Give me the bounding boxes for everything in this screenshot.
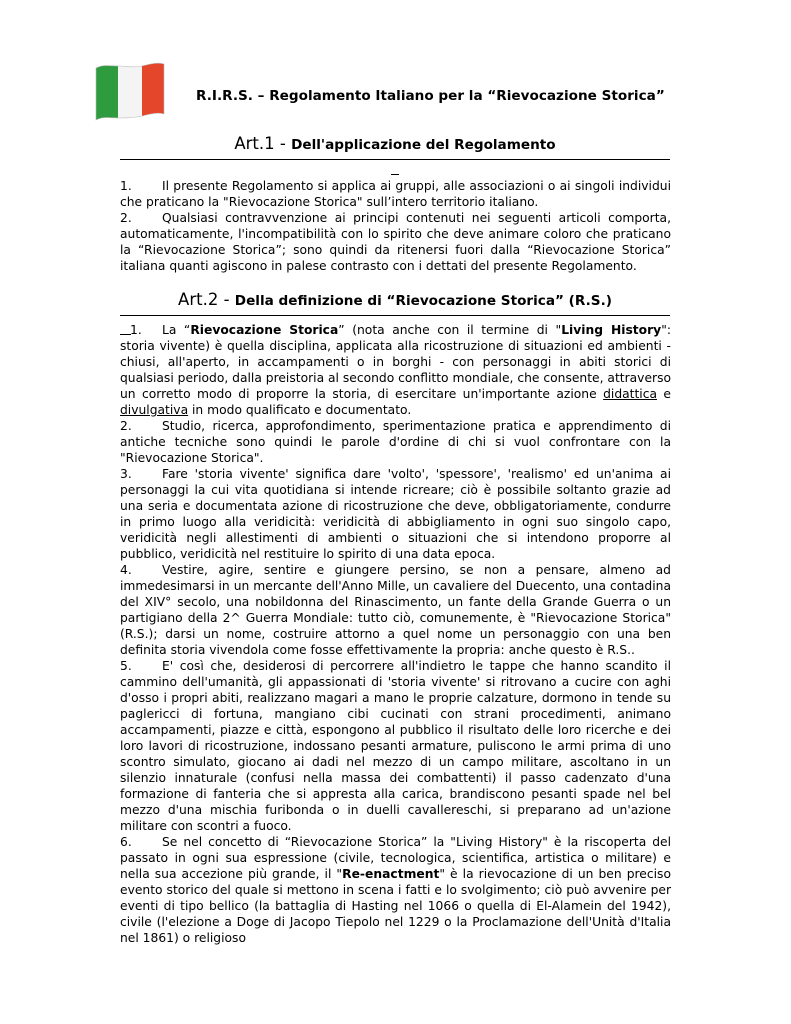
art2-paragraph-1: 1. La “Rievocazione Storica” (nota anche con il termine di "Living History": storia vivente) è quella disciplina, applicata alla ricostruzione di situazioni ed ambienti - chiusi, all'aperto, in accampamenti o in borghi - con personaggi in abiti storici di qualsiasi periodo, dalla preistoria al secondo conflitto mondiale, che consente, attraverso un corretto modo di proporre la storia, di esercitare un'importante azione didattica e divulgativa in modo qualificato e documentato. bbox=[120, 323, 672, 417]
art1-paragraph-2: 2. Qualsiasi contravvenzione ai principi contenuti nei seguenti articoli comporta, automaticamente, l'incompatibilità con lo spirito che deve animare coloro che praticano la “Rievocazione Storica”; sono quindi da ritenersi fuori dalla “Rievocazione Storica” italiana quanti agiscono in palese contrasto con i dettati del presente Regolamento. bbox=[120, 211, 671, 273]
art1-title: Dell'applicazione del Regolamento bbox=[291, 137, 556, 153]
art2-paragraph-4: 4. Vestire, agire, sentire e giungere persino, se non a pensare, almeno ad immedesimarsi in un mercante dell'Anno Mille, un cavaliere del Duecento, una contadina del XIV° secolo, una nobildonna del Rinascimento, un fante della Grande Guerra o un partigiano della 2^ Guerra Mondiale: tutto ciò, comunemente, è "Rievocazione Storica" (R.S.); darsi un nome, costruire attorno a quel nome un personaggio con una ben definita storia vivendola come fosse effettivamente la propria: anche questo è R.S.. bbox=[120, 563, 671, 657]
art1-number: Art.1 - bbox=[234, 134, 292, 153]
art2-rule bbox=[120, 315, 670, 316]
art1-rule bbox=[120, 159, 670, 160]
art2-paragraph-5: 5. E' così che, desiderosi di percorrere all'indietro le tappe che hanno scandito il cammino dell'umanità, gli appassionati di 'storia vivente' si ritrovano a cucire con aghi d'osso i propri abiti, realizzano magari a mano le proprie calzature, dormono in tende su paglericci di fortuna, mangiano cibi cucinati con strani procedimenti, animano accampamenti, piazze e città, espongono al pubblico il risultato delle loro ricerche e dei loro lavori di ricostruzione, indossano pesanti armature, puliscono le armi prima di uno scontro simulato, giocano ai dadi nel mezzo di un campo militare, ascoltano in un silenzio innaturale (confusi nella massa dei combattenti) il passo cadenzato d'una formazione di fanteria che si appresta alla carica, brandiscono pesanti spade nel bel mezzo d'una mischia furibonda o in duelli cavallereschi, si preparano ad un'azione militare con scontri a fuoco. bbox=[120, 659, 671, 833]
art2-body bbox=[120, 322, 671, 946]
art1-body bbox=[120, 178, 671, 274]
art2-heading bbox=[120, 290, 670, 309]
art2-number: Art.2 - bbox=[178, 290, 235, 309]
art2-title: Della definizione di “Rievocazione Storica” (R.S.) bbox=[234, 293, 612, 309]
document-title: R.I.R.S. – Regolamento Italiano per la “Rievocazione Storica” bbox=[196, 88, 665, 104]
art2-paragraph-6: 6. Se nel concetto di “Rievocazione Storica” la "Living History" è la riscoperta del passato in ogni sua espressione (civile, tecnologica, scientifica, artistica o militare) e nella sua accezione più grande, il "Re-enactment" è la rievocazione di un ben preciso evento storico del quale si mettono in scena i fatti e lo svolgimento; ciò può avvenire per eventi di tipo bellico (la battaglia di Hasting nel 1066 o quella di El-Alamein del 1942), civile (l'elezione a Doge di Jacopo Tiepolo nel 1229 o la Proclamazione dell'Unità d'Italia nel 1861) o religioso bbox=[120, 835, 671, 945]
italian-flag-icon bbox=[94, 58, 166, 122]
art1-dash bbox=[391, 174, 399, 175]
art2-paragraph-3: 3. Fare 'storia vivente' significa dare 'volto', 'spessore', 'realismo' ed un'anima ai personaggi la cui vita quotidiana si intende ricreare; ciò è possibile soltanto grazie ad una seria e documentata azione di ricostruzione che deve, obbligatoriamente, condurre in primo luogo alla veridicità: veridicità di abbigliamento in ogni suo singolo capo, veridicità negli allestimenti di ambienti o situazioni che si intendono proporre al pubblico, veridicità nel restituire lo spirito di una data epoca. bbox=[120, 467, 671, 561]
art1-paragraph-1: 1. Il presente Regolamento si applica ai gruppi, alle associazioni o ai singoli individui che praticano la "Rievocazione Storica" sull’intero territorio italiano. bbox=[120, 179, 671, 209]
art1-heading bbox=[120, 134, 670, 153]
art2-paragraph-2: 2. Studio, ricerca, approfondimento, sperimentazione pratica e apprendimento di antiche tecniche sono quindi le parole d'ordine di chi si vuol confrontare con la "Rievocazione Storica". bbox=[120, 419, 671, 465]
